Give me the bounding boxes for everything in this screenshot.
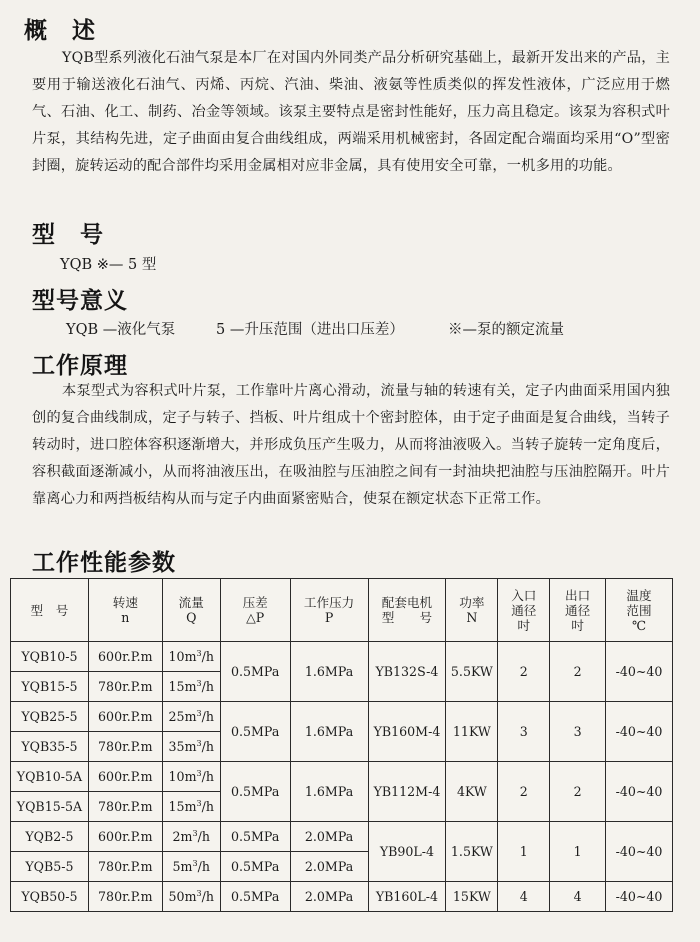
- cell-speed: 600r.P.m: [88, 762, 162, 792]
- cell-model: YQB35-5: [11, 732, 89, 762]
- header-power: 功率 N: [446, 579, 498, 642]
- model-meaning-5: 5 —升压范围（进出口压差）: [216, 322, 404, 338]
- table-row: [11, 822, 673, 852]
- header-flow: 流量 Q: [162, 579, 220, 642]
- cell-working-pressure: 2.0MPa: [290, 822, 368, 852]
- header-temperature: 温度 范围 ℃: [606, 579, 673, 642]
- cell-speed: 780r.P.m: [88, 672, 162, 702]
- header-outlet: 出口 通径 吋: [550, 579, 606, 642]
- cell-outlet: 3: [550, 702, 606, 762]
- cell-temperature: -40~40: [606, 882, 673, 912]
- cell-model: YQB5-5: [11, 852, 89, 882]
- cell-outlet: 2: [550, 762, 606, 822]
- cell-pressure-diff: 0.5MPa: [220, 822, 290, 852]
- table-row: [11, 642, 673, 672]
- cell-working-pressure: 1.6MPa: [290, 702, 368, 762]
- performance-heading: 工作性能参数: [32, 550, 176, 576]
- cell-outlet: 1: [550, 822, 606, 882]
- cell-motor: YB160M-4: [368, 702, 446, 762]
- cell-flow: $15m^3/h$: [162, 672, 220, 702]
- cell-outlet: 4: [550, 882, 606, 912]
- cell-speed: 780r.P.m: [88, 732, 162, 762]
- principle-paragraph: 本泵型式为容积式叶片泵，工作靠叶片离心滑动，流量与轴的转速有关，定子内曲面采用国内独创的复合曲线制成，定子与转子、挡板、叶片组成十个密封腔体，由于定子曲面是复合曲线，当转子转动时，进口腔体容积逐渐增大，并形成负压产生吸力，从而将油液吸入。当转子旋转一定角度后，容积截面逐渐减小，从而将油液压出，在吸油腔与压油腔之间有一封油块把油腔与压油腔隔开。叶片靠离心力和两挡板结构从而与定子内曲面紧密贴合，使泵在额定状态下正常工作。: [32, 383, 670, 507]
- model-meaning-heading: 型号意义: [32, 288, 128, 314]
- cell-model: YQB10-5A: [11, 762, 89, 792]
- model-code: YQB ※— 5 型: [60, 257, 157, 273]
- cell-speed: 600r.P.m: [88, 642, 162, 672]
- cell-motor: YB160L-4: [368, 882, 446, 912]
- cell-speed: 600r.P.m: [88, 702, 162, 732]
- cell-model: YQB15-5: [11, 672, 89, 702]
- cell-motor: YB112M-4: [368, 762, 446, 822]
- cell-power: 1.5KW: [446, 822, 498, 882]
- cell-temperature: -40~40: [606, 762, 673, 822]
- header-model: 型 号: [11, 579, 89, 642]
- cell-flow: $5m^3/h$: [162, 852, 220, 882]
- cell-inlet: 4: [498, 882, 550, 912]
- cell-flow: $50m^3/h$: [162, 882, 220, 912]
- cell-model: YQB2-5: [11, 822, 89, 852]
- cell-working-pressure: 2.0MPa: [290, 852, 368, 882]
- cell-flow: $35m^3/h$: [162, 732, 220, 762]
- cell-flow: $2m^3/h$: [162, 822, 220, 852]
- cell-motor: YB132S-4: [368, 642, 446, 702]
- header-motor: 配套电机 型 号: [368, 579, 446, 642]
- overview-paragraph: YQB型系列液化石油气泵是本厂在对国内外同类产品分析研究基础上，最新开发出来的产品，主要用于输送液化石油气、丙烯、丙烷、汽油、柴油、液氨等性质类似的挥发性液体，广泛应用于燃气、石油、化工、制药、冶金等领域。该泵主要特点是密封性能好，压力高且稳定。该泵为容积式叶片泵，其结构先进，定子曲面由复合曲线组成，两端采用机械密封，各固定配合端面均采用“O”型密封圈，旋转运动的配合部件均采用金属相对应非金属，具有使用安全可靠，一机多用的功能。: [32, 50, 670, 174]
- cell-pressure-diff: 0.5MPa: [220, 762, 290, 822]
- table-row: [11, 702, 673, 732]
- cell-working-pressure: 2.0MPa: [290, 882, 368, 912]
- cell-speed: 600r.P.m: [88, 822, 162, 852]
- cell-pressure-diff: 0.5MPa: [220, 642, 290, 702]
- header-working-pressure: 工作压力 P: [290, 579, 368, 642]
- table-header-row: [11, 579, 673, 642]
- cell-power: 11KW: [446, 702, 498, 762]
- principle-heading: 工作原理: [32, 353, 128, 379]
- model-heading: 型 号: [32, 222, 104, 248]
- cell-flow: $25m^3/h$: [162, 702, 220, 732]
- cell-flow: $10m^3/h$: [162, 642, 220, 672]
- cell-temperature: -40~40: [606, 702, 673, 762]
- cell-model: YQB25-5: [11, 702, 89, 732]
- cell-speed: 780r.P.m: [88, 882, 162, 912]
- cell-pressure-diff: 0.5MPa: [220, 882, 290, 912]
- cell-pressure-diff: 0.5MPa: [220, 702, 290, 762]
- cell-power: 5.5KW: [446, 642, 498, 702]
- header-inlet: 入口 通径 吋: [498, 579, 550, 642]
- header-speed: 转速 n: [88, 579, 162, 642]
- cell-working-pressure: 1.6MPa: [290, 762, 368, 822]
- cell-inlet: 1: [498, 822, 550, 882]
- cell-pressure-diff: 0.5MPa: [220, 852, 290, 882]
- cell-model: YQB10-5: [11, 642, 89, 672]
- cell-temperature: -40~40: [606, 642, 673, 702]
- cell-inlet: 2: [498, 762, 550, 822]
- cell-inlet: 2: [498, 642, 550, 702]
- table-row: [11, 882, 673, 912]
- cell-model: YQB50-5: [11, 882, 89, 912]
- cell-power: 4KW: [446, 762, 498, 822]
- cell-motor: YB90L-4: [368, 822, 446, 882]
- cell-flow: $10m^3/h$: [162, 762, 220, 792]
- cell-temperature: -40~40: [606, 822, 673, 882]
- table-row: [11, 762, 673, 792]
- cell-speed: 780r.P.m: [88, 852, 162, 882]
- cell-outlet: 2: [550, 642, 606, 702]
- cell-model: YQB15-5A: [11, 792, 89, 822]
- model-meaning-yqb: YQB —液化气泵: [66, 322, 176, 338]
- overview-heading: 概 述: [24, 18, 96, 44]
- cell-speed: 780r.P.m: [88, 792, 162, 822]
- cell-inlet: 3: [498, 702, 550, 762]
- header-pressure-diff: 压差 △P: [220, 579, 290, 642]
- cell-power: 15KW: [446, 882, 498, 912]
- performance-table: [10, 578, 673, 912]
- cell-flow: $15m^3/h$: [162, 792, 220, 822]
- cell-working-pressure: 1.6MPa: [290, 642, 368, 702]
- model-meaning-flow: ※—泵的额定流量: [448, 322, 564, 338]
